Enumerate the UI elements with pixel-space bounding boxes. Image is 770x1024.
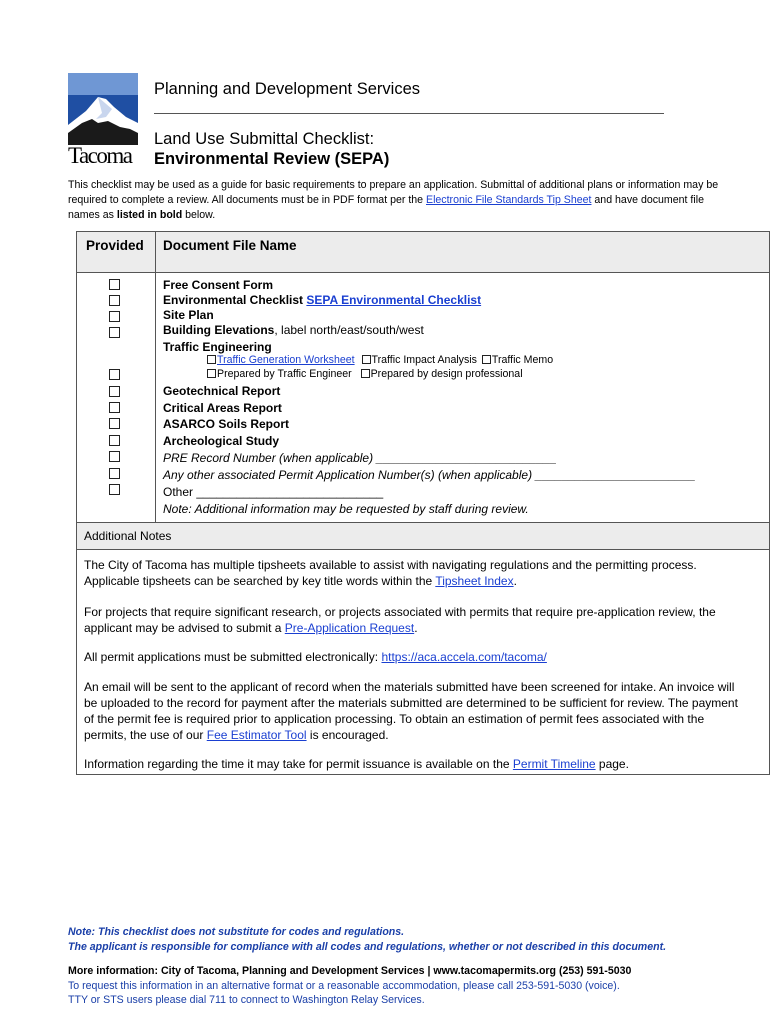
intro-paragraph <box>68 178 728 223</box>
checkbox-traffic-gen[interactable] <box>207 355 216 364</box>
footer-more-info: More information: City of Tacoma, Planning and Development Services | www.tacomapermits.org (253) 591-5030 <box>68 965 632 977</box>
footer-notes <box>68 925 666 955</box>
intro-bold: listed in bold <box>116 209 183 221</box>
p4-text: An email will be sent to the applicant of record when the materials submitted have been screened for intake. An invoice will be uploaded to the record for payment after the materials submitted are determined to be sufficient for review. The payment of the permit fee is required prior to application processing. To obtain an estimation of permit fees associated with the permits, the use of our <box>84 680 738 742</box>
footer-accommodation: To request this information in an alternative format or a reasonable accommodation, please call 253-591-5030 (voice). <box>68 980 620 992</box>
building-elevations-note: , label north/east/south/west <box>274 323 424 337</box>
checkbox-pre-record[interactable] <box>109 451 120 462</box>
footer-accessibility <box>68 979 620 1007</box>
checkbox-asarco[interactable] <box>109 418 120 429</box>
item-traffic-engineering: Traffic Engineering <box>163 340 272 354</box>
notes-paragraph-electronic <box>84 649 740 665</box>
p1-text: The City of Tacoma has multiple tipsheets available to assist with navigating regulations and the permitting process. Applicable tipsheets can be searched by key title words within the <box>84 558 697 588</box>
checkbox-geotechnical[interactable] <box>109 386 120 397</box>
tacoma-logo <box>68 73 138 173</box>
intro-text-3: below. <box>182 209 216 221</box>
logo-wordmark: Tacoma <box>68 143 132 168</box>
traffic-options-row-1 <box>207 354 553 366</box>
p1-end: . <box>513 574 517 588</box>
checkbox-prepared-design[interactable] <box>361 369 370 378</box>
item-asarco: ASARCO Soils Report <box>163 417 290 431</box>
traffic-memo-label: Traffic Memo <box>491 354 554 366</box>
intro-text: This checklist may be used as a guide for basic requirements to prepare an application. Submittal of additional plans or information may be required to complete a review. All documents must be in PDF format per the <box>68 179 719 206</box>
item-other: Other ____________________________ <box>163 485 384 499</box>
document-column-header: Document File Name <box>163 238 297 253</box>
notes-paragraph-preapp <box>84 604 740 636</box>
pre-application-link[interactable]: Pre-Application Request <box>284 621 415 635</box>
item-critical-areas: Critical Areas Report <box>163 401 282 415</box>
sepa-checklist-link[interactable]: SEPA Environmental Checklist <box>306 293 482 307</box>
prepared-design-label: Prepared by design professional <box>370 368 523 380</box>
footer-note-1: Note: This checklist does not substitute for codes and regulations. <box>68 926 405 938</box>
additional-notes-label: Additional Notes <box>84 529 172 543</box>
checkbox-prepared-engineer[interactable] <box>207 369 216 378</box>
table-header-row <box>77 232 769 273</box>
item-free-consent: Free Consent Form <box>163 278 274 292</box>
checkbox-building-elevations[interactable] <box>109 327 120 338</box>
item-other-permit: Any other associated Permit Application Number(s) (when applicable) ________________________ <box>163 468 696 482</box>
traffic-options-row-2 <box>207 368 523 380</box>
tipsheet-index-link[interactable]: Tipsheet Index <box>435 574 514 588</box>
checkbox-env-checklist[interactable] <box>109 295 120 306</box>
item-site-plan: Site Plan <box>163 308 214 322</box>
footer-tty: TTY or STS users please dial 711 to connect to Washington Relay Services. <box>68 994 425 1006</box>
p2-end: . <box>414 621 418 635</box>
item-note: Note: Additional information may be requested by staff during review. <box>163 502 529 516</box>
fee-estimator-link[interactable]: Fee Estimator Tool <box>206 728 307 742</box>
traffic-gen-link[interactable]: Traffic Generation Worksheet <box>217 354 355 366</box>
accela-link[interactable]: https://aca.accela.com/tacoma/ <box>381 650 547 664</box>
p5-text: Information regarding the time it may take for permit issuance is available on the <box>84 757 513 771</box>
item-env-checklist <box>163 293 481 307</box>
provided-column-header: Provided <box>86 238 144 253</box>
checkbox-traffic-memo[interactable] <box>482 355 491 364</box>
column-divider <box>155 232 156 522</box>
checklist-subtitle: Environmental Review (SEPA) <box>154 150 390 168</box>
checkbox-site-plan[interactable] <box>109 311 120 322</box>
permit-timeline-link[interactable]: Permit Timeline <box>512 757 596 771</box>
file-standards-link[interactable]: Electronic File Standards Tip Sheet <box>426 194 592 206</box>
item-pre-record: PRE Record Number (when applicable) ___________________________ <box>163 451 557 465</box>
checkbox-free-consent[interactable] <box>109 279 120 290</box>
env-checklist-label: Environmental Checklist <box>163 293 304 307</box>
building-elevations-label: Building Elevations <box>163 323 275 337</box>
notes-paragraph-tipsheets <box>84 557 740 589</box>
department-title: Planning and Development Services <box>154 80 420 98</box>
p2-text: For projects that require significant research, or projects associated with permits that require pre-application review, the applicant may be advised to submit a <box>84 605 716 635</box>
p3-text: All permit applications must be submitted electronically: <box>84 650 382 664</box>
checkbox-traffic-impact[interactable] <box>362 355 371 364</box>
checklist-table <box>76 231 770 775</box>
checkbox-critical-areas[interactable] <box>109 402 120 413</box>
notes-paragraph-invoice <box>84 679 740 743</box>
header-divider <box>154 113 664 114</box>
additional-notes-header <box>77 522 769 550</box>
footer-note-2: The applicant is responsible for compliance with all codes and regulations, whether or not described in this document. <box>68 941 667 953</box>
p4-end: is encouraged. <box>306 728 389 742</box>
notes-paragraph-timeline <box>84 756 740 772</box>
item-building-elevations <box>163 323 424 337</box>
checkbox-traffic-engineering[interactable] <box>109 369 120 380</box>
item-archeological: Archeological Study <box>163 434 280 448</box>
intro-text-2: and have document file names as <box>68 194 704 221</box>
checklist-title: Land Use Submittal Checklist: <box>154 130 375 148</box>
checkbox-archeological[interactable] <box>109 435 120 446</box>
checkbox-other-permit[interactable] <box>109 468 120 479</box>
checkbox-other[interactable] <box>109 484 120 495</box>
traffic-impact-label: Traffic Impact Analysis <box>371 354 477 366</box>
p5-end: page. <box>595 757 629 771</box>
prepared-engineer-label: Prepared by Traffic Engineer <box>217 368 352 380</box>
item-geotechnical: Geotechnical Report <box>163 384 281 398</box>
